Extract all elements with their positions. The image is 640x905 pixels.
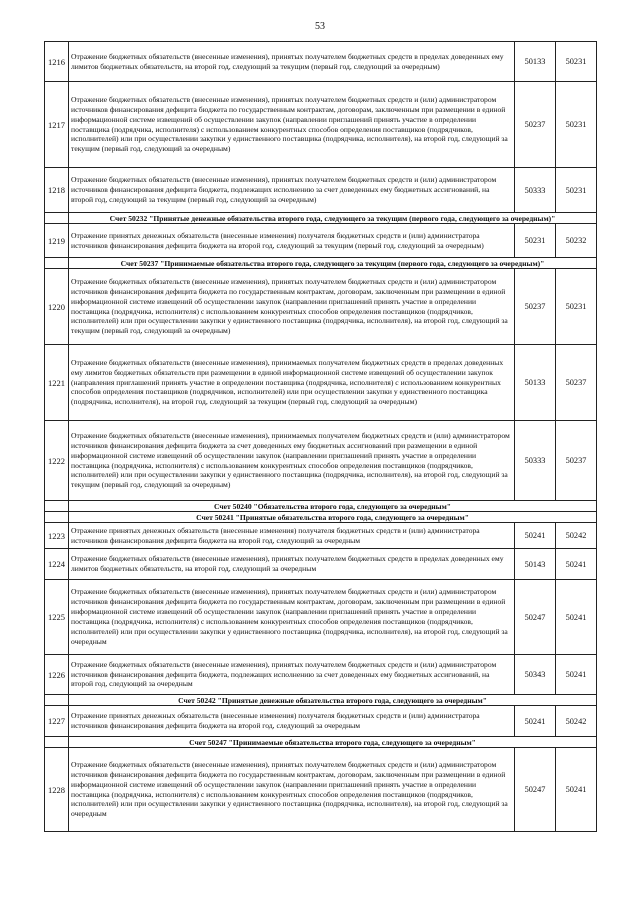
entry-description: Отражение принятых денежных обязательств (внесенные изменения) получателя бюджетных средств и (или) администратора источников финансирования дефицита бюджета на второй год, следующий за очередным <box>69 523 515 549</box>
entry-description: Отражение бюджетных обязательств (внесенные изменения), принятых получателем бюджетных средств и (или) администратором источников финансирования дефицита бюджета по государственным контрактам, договорам, заключенным при размещении в единой информационной системе извещений об осуществлении закупок (направлении приглашений принять участие в определении поставщика (подрядчика, исполнителя) с использованием конкурентных способов определения поставщиков (подрядчиков, исполнителей) или при осуществлении закупки у единственного поставщика (подрядчика, исполнителя), на второй год, следующий за текущим (первый год, следующий за очередным) <box>69 82 515 168</box>
table-row <box>45 82 597 168</box>
entry-number: 1222 <box>45 421 69 501</box>
entry-number: 1228 <box>45 748 69 832</box>
entry-description: Отражение бюджетных обязательств (внесенные изменения), принятых получателем бюджетных средств в пределах доведенных ему лимитов бюджетных обязательств, на второй год, следующий за очередным <box>69 549 515 580</box>
table-row <box>45 655 597 695</box>
table-row <box>45 224 597 258</box>
debit-account: 50241 <box>515 706 556 737</box>
entry-number: 1221 <box>45 345 69 421</box>
table-row <box>45 345 597 421</box>
table-row <box>45 580 597 655</box>
entry-number: 1225 <box>45 580 69 655</box>
section-number-cell <box>45 213 69 224</box>
entry-number: 1220 <box>45 269 69 345</box>
credit-account: 50232 <box>556 224 597 258</box>
section-title: Счет 50241 "Принятые обязательства второго года, следующего за очередным" <box>69 512 597 523</box>
debit-account: 50133 <box>515 345 556 421</box>
section-number-cell <box>45 512 69 523</box>
section-title: Счет 50232 "Принятые денежные обязательства второго года, следующего за текущим (первого года, следующего за очередным)" <box>69 213 597 224</box>
section-number-cell <box>45 258 69 269</box>
credit-account: 50231 <box>556 82 597 168</box>
entry-number: 1224 <box>45 549 69 580</box>
debit-account: 50241 <box>515 523 556 549</box>
entry-number: 1226 <box>45 655 69 695</box>
debit-account: 50333 <box>515 421 556 501</box>
section-title: Счет 50247 "Принимаемые обязательства второго года, следующего за очередным" <box>69 737 597 748</box>
section-number-cell <box>45 737 69 748</box>
section-header-row <box>45 737 597 748</box>
credit-account: 50241 <box>556 580 597 655</box>
debit-account: 50143 <box>515 549 556 580</box>
section-header-row <box>45 213 597 224</box>
entry-description: Отражение бюджетных обязательств (внесенные изменения), принимаемых получателем бюджетных средств в пределах доведенных ему лимитов бюджетных обязательств при размещении в единой информационной системе извещений об осуществлении закупок (направления приглашений принять участие в определении поставщика (подрядчика, исполнителя) с использованием конкурентных способов определения поставщиков (подрядчиков, исполнителей) или при осуществлении закупки у единственного поставщика (подрядчика, исполнителя), на второй год, следующий за текущим (первый год, следующий за очередным) <box>69 345 515 421</box>
entry-description: Отражение принятых денежных обязательств (внесенные изменения) получателя бюджетных средств и (или) администратора источников финансирования дефицита бюджета на второй год, следующий за текущим (первый год, следующий за очередным) <box>69 224 515 258</box>
credit-account: 50237 <box>556 421 597 501</box>
section-header-row <box>45 501 597 512</box>
entry-description: Отражение бюджетных обязательств (внесенные изменения), принятых получателем бюджетных средств и (или) администратором источников финансирования дефицита бюджета, подлежащих исполнению за счет доведенных ему бюджетных ассигнований, на второй год, следующий за текущим (первый год, следующий за очередным) <box>69 168 515 213</box>
entry-number: 1227 <box>45 706 69 737</box>
entry-description: Отражение бюджетных обязательств (внесенные изменения), принятых получателем бюджетных средств и (или) администратором источников финансирования дефицита бюджета, подлежащих исполнению за счет доведенных ему бюджетных ассигнований, на второй год, следующий за очередным <box>69 655 515 695</box>
table-body <box>45 42 597 832</box>
debit-account: 50133 <box>515 42 556 82</box>
credit-account: 50241 <box>556 655 597 695</box>
entry-number: 1218 <box>45 168 69 213</box>
table-row <box>45 706 597 737</box>
credit-account: 50237 <box>556 345 597 421</box>
table-row <box>45 748 597 832</box>
page-number: 53 <box>315 21 325 32</box>
credit-account: 50242 <box>556 706 597 737</box>
entry-description: Отражение бюджетных обязательств (внесенные изменения), принятых получателем бюджетных средств и (или) администратором источников финансирования дефицита бюджета по государственным контрактам, договорам, заключенным при размещении в единой информационной системе извещений об осуществлении закупок (направлении приглашений принять участие в определении поставщика (подрядчика, исполнителя) с использованием конкурентных способов определения поставщиков (подрядчиков, исполнителей) или при осуществлении закупки у единственного поставщика (подрядчика, исполнителя), на второй год, следующий за текущим (первый год, следующий за очередным) <box>69 269 515 345</box>
entry-number: 1219 <box>45 224 69 258</box>
entry-description: Отражение бюджетных обязательств (внесенные изменения), принимаемых получателем бюджетных средств и (или) администратором источников финансирования дефицита бюджета за счет доведенных ему бюджетных ассигнований при размещении в единой информационной системе извещений об осуществлении закупок (направлении приглашений принять участие в определении поставщика (подрядчика, исполнителя) с использованием конкурентных способов определения поставщиков (подрядчиков, исполнителей) или при осуществлении закупки у единственного поставщика (подрядчика, исполнителя), на второй год, следующий за текущим (первый год, следующий за очередным) <box>69 421 515 501</box>
debit-account: 50343 <box>515 655 556 695</box>
entry-description: Отражение бюджетных обязательств (внесенные изменения), принятых получателем бюджетных средств и (или) администратором источников финансирования дефицита бюджета по государственным контрактам, договорам, заключенным при размещении в единой информационной системе извещений об осуществлении закупок (направлении приглашений принять участие в определении поставщика (подрядчика, исполнителя) с использованием конкурентных способов определения поставщиков (подрядчиков, исполнителей) или при осуществлении закупки у единственного поставщика (подрядчика, исполнителя), на второй год, следующий за очередным <box>69 580 515 655</box>
table-row <box>45 42 597 82</box>
credit-account: 50231 <box>556 269 597 345</box>
credit-account: 50242 <box>556 523 597 549</box>
section-number-cell <box>45 695 69 706</box>
table-row <box>45 168 597 213</box>
entry-number: 1216 <box>45 42 69 82</box>
table-row <box>45 549 597 580</box>
section-title: Счет 50242 "Принятые денежные обязательства второго года, следующего за очередным" <box>69 695 597 706</box>
debit-account: 50231 <box>515 224 556 258</box>
credit-account: 50231 <box>556 42 597 82</box>
debit-account: 50333 <box>515 168 556 213</box>
entry-description: Отражение бюджетных обязательств (внесенные изменения), принятых получателем бюджетных средств и (или) администратором источников финансирования дефицита бюджета по государственным контрактам, договорам, заключенным при размещении в единой информационной системе извещений об осуществлении закупок (направлении приглашений принять участие в определении поставщика (подрядчика, исполнителя) с использованием конкурентных способов определения поставщиков (подрядчиков, исполнителей) или при осуществлении закупки у единственного поставщика (подрядчика, исполнителя), на второй год, следующий за очередным <box>69 748 515 832</box>
debit-account: 50237 <box>515 269 556 345</box>
table-row <box>45 269 597 345</box>
section-header-row <box>45 695 597 706</box>
section-number-cell <box>45 501 69 512</box>
credit-account: 50241 <box>556 748 597 832</box>
table-row <box>45 421 597 501</box>
entry-description: Отражение принятых денежных обязательств (внесенные изменения) получателя бюджетных средств и (или) администратора источников финансирования дефицита бюджета на второй год, следующий за очередным <box>69 706 515 737</box>
debit-account: 50237 <box>515 82 556 168</box>
section-title: Счет 50240 "Обязательства второго года, следующего за очередным" <box>69 501 597 512</box>
entry-description: Отражение бюджетных обязательств (внесенные изменения), принятых получателем бюджетных средств в пределах доведенных ему лимитов бюджетных обязательств, на второй год, следующий за текущим (первый год, следующий за очередным) <box>69 42 515 82</box>
section-header-row <box>45 512 597 523</box>
entry-number: 1217 <box>45 82 69 168</box>
section-header-row <box>45 258 597 269</box>
accounting-entries-table <box>44 41 597 832</box>
debit-account: 50247 <box>515 580 556 655</box>
credit-account: 50231 <box>556 168 597 213</box>
entry-number: 1223 <box>45 523 69 549</box>
section-title: Счет 50237 "Принимаемые обязательства второго года, следующего за текущим (первого года, следующего за очередным)" <box>69 258 597 269</box>
debit-account: 50247 <box>515 748 556 832</box>
credit-account: 50241 <box>556 549 597 580</box>
table-row <box>45 523 597 549</box>
